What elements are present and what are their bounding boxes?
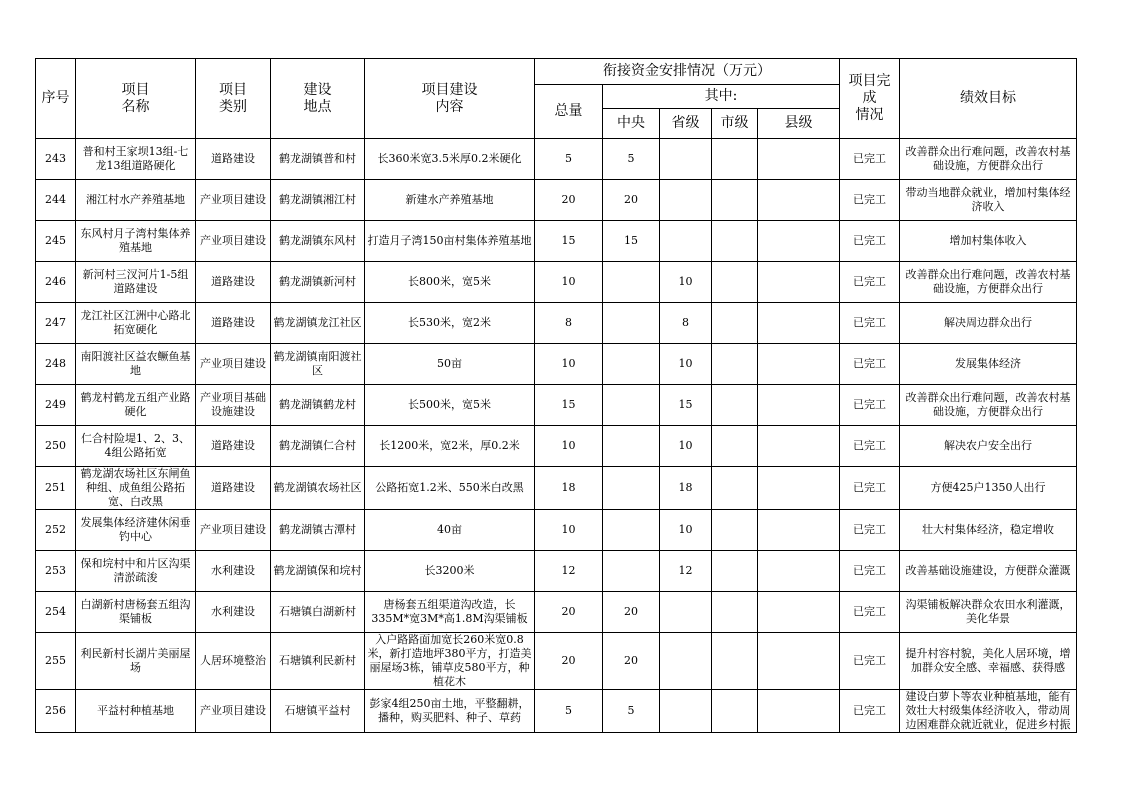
row-status: 已完工 [840, 592, 900, 633]
row-status: 已完工 [840, 344, 900, 385]
row-total: 15 [535, 221, 603, 262]
row-city [712, 385, 758, 426]
row-goal: 建设白萝卜等农业种植基地，能有效壮大村级集体经济收入，带动周边困难群众就近就业，促进乡村振 [900, 690, 1077, 733]
row-content: 长3200米 [365, 551, 535, 592]
row-total: 15 [535, 385, 603, 426]
row-type: 道路建设 [196, 467, 271, 510]
row-central [603, 344, 660, 385]
header-location: 建设 地点 [271, 59, 365, 139]
table-row [36, 262, 1077, 303]
row-location: 鹤龙湖镇古潭村 [271, 510, 365, 551]
table-row [36, 344, 1077, 385]
table-row [36, 426, 1077, 467]
row-status: 已完工 [840, 690, 900, 733]
table-row [36, 303, 1077, 344]
row-city [712, 467, 758, 510]
row-location: 鹤龙湖镇湘江村 [271, 180, 365, 221]
row-goal: 沟渠铺板解决群众农田水利灌溉，美化华景 [900, 592, 1077, 633]
row-county [758, 467, 840, 510]
row-central [603, 426, 660, 467]
table-body [36, 139, 1077, 733]
row-central: 5 [603, 139, 660, 180]
table-row [36, 551, 1077, 592]
row-location: 石塘镇利民新村 [271, 633, 365, 690]
row-status: 已完工 [840, 221, 900, 262]
row-content: 唐杨套五组渠道沟改造，长335M*宽3M*高1.8M沟渠铺板 [365, 592, 535, 633]
row-seq: 255 [36, 633, 76, 690]
row-content: 长530米，宽2米 [365, 303, 535, 344]
row-total: 8 [535, 303, 603, 344]
row-content: 40亩 [365, 510, 535, 551]
row-name: 普和村王家坝13组-七龙13组道路硬化 [76, 139, 196, 180]
row-type: 道路建设 [196, 303, 271, 344]
row-central: 20 [603, 180, 660, 221]
row-status: 已完工 [840, 510, 900, 551]
header-content: 项目建设 内容 [365, 59, 535, 139]
header-seq: 序号 [36, 59, 76, 139]
row-county [758, 510, 840, 551]
row-city [712, 303, 758, 344]
row-county [758, 426, 840, 467]
row-seq: 253 [36, 551, 76, 592]
table-row [36, 221, 1077, 262]
row-content: 新建水产养殖基地 [365, 180, 535, 221]
row-seq: 249 [36, 385, 76, 426]
row-status: 已完工 [840, 426, 900, 467]
row-seq: 248 [36, 344, 76, 385]
row-county [758, 139, 840, 180]
header-city: 市级 [712, 109, 758, 139]
row-central: 20 [603, 592, 660, 633]
header-type: 项目 类别 [196, 59, 271, 139]
row-total: 10 [535, 262, 603, 303]
row-type: 产业项目建设 [196, 180, 271, 221]
row-city [712, 426, 758, 467]
row-province: 18 [660, 467, 712, 510]
row-location: 鹤龙湖镇南阳渡社区 [271, 344, 365, 385]
row-seq: 247 [36, 303, 76, 344]
row-status: 已完工 [840, 180, 900, 221]
row-type: 人居环境整治 [196, 633, 271, 690]
row-seq: 245 [36, 221, 76, 262]
row-central: 15 [603, 221, 660, 262]
row-goal: 改善基础设施建设，方便群众灌溉 [900, 551, 1077, 592]
row-goal: 壮大村集体经济，稳定增收 [900, 510, 1077, 551]
row-type: 水利建设 [196, 551, 271, 592]
row-location: 鹤龙湖镇普和村 [271, 139, 365, 180]
row-name: 鹤龙村鹤龙五组产业路硬化 [76, 385, 196, 426]
row-name: 湘江村水产养殖基地 [76, 180, 196, 221]
row-status: 已完工 [840, 551, 900, 592]
row-location: 石塘镇平益村 [271, 690, 365, 733]
row-province: 10 [660, 426, 712, 467]
row-name: 新河村三汊河片1-5组道路建设 [76, 262, 196, 303]
row-province [660, 139, 712, 180]
row-goal: 解决农户安全出行 [900, 426, 1077, 467]
row-county [758, 180, 840, 221]
row-central [603, 510, 660, 551]
row-name: 平益村种植基地 [76, 690, 196, 733]
row-status: 已完工 [840, 262, 900, 303]
header-funding: 衔接资金安排情况（万元） [535, 59, 840, 85]
row-goal: 增加村集体收入 [900, 221, 1077, 262]
row-county [758, 262, 840, 303]
header-province: 省级 [660, 109, 712, 139]
table-row [36, 510, 1077, 551]
row-total: 5 [535, 139, 603, 180]
row-type: 道路建设 [196, 426, 271, 467]
row-seq: 252 [36, 510, 76, 551]
row-total: 10 [535, 426, 603, 467]
row-province [660, 633, 712, 690]
row-province [660, 180, 712, 221]
row-type: 产业项目建设 [196, 221, 271, 262]
row-central [603, 262, 660, 303]
row-province: 8 [660, 303, 712, 344]
row-goal: 改善群众出行难问题，改善农村基础设施，方便群众出行 [900, 262, 1077, 303]
row-city [712, 139, 758, 180]
row-status: 已完工 [840, 633, 900, 690]
row-total: 20 [535, 592, 603, 633]
row-location: 石塘镇白湖新村 [271, 592, 365, 633]
row-total: 10 [535, 510, 603, 551]
header-status: 项目完成 情况 [840, 59, 900, 139]
row-city [712, 690, 758, 733]
row-seq: 244 [36, 180, 76, 221]
row-name: 鹤龙湖农场社区东闸鱼种组、成鱼组公路拓宽、白改黑 [76, 467, 196, 510]
row-central [603, 303, 660, 344]
row-city [712, 180, 758, 221]
row-name: 发展集体经济建休闲垂钓中心 [76, 510, 196, 551]
row-seq: 243 [36, 139, 76, 180]
row-type: 产业项目建设 [196, 344, 271, 385]
row-county [758, 221, 840, 262]
row-goal: 改善群众出行难问题，改善农村基础设施，方便群众出行 [900, 139, 1077, 180]
row-type: 道路建设 [196, 139, 271, 180]
row-city [712, 592, 758, 633]
row-province: 15 [660, 385, 712, 426]
row-location: 鹤龙湖镇农场社区 [271, 467, 365, 510]
row-total: 18 [535, 467, 603, 510]
row-central [603, 551, 660, 592]
row-province: 10 [660, 510, 712, 551]
row-content: 长360米宽3.5米厚0.2米硬化 [365, 139, 535, 180]
row-province [660, 690, 712, 733]
row-county [758, 592, 840, 633]
row-goal: 发展集体经济 [900, 344, 1077, 385]
row-name: 仁合村险堤1、2、3、4组公路拓宽 [76, 426, 196, 467]
row-content: 长800米，宽5米 [365, 262, 535, 303]
row-name: 南阳渡社区益农鳜鱼基地 [76, 344, 196, 385]
row-name: 龙江社区江洲中心路北拓宽硬化 [76, 303, 196, 344]
row-seq: 254 [36, 592, 76, 633]
row-province [660, 221, 712, 262]
row-seq: 256 [36, 690, 76, 733]
row-city [712, 551, 758, 592]
row-content: 彭家4组250亩土地，平整翻耕，播种，购买肥料、种子、草药 [365, 690, 535, 733]
row-total: 20 [535, 180, 603, 221]
row-seq: 246 [36, 262, 76, 303]
header-county: 县级 [758, 109, 840, 139]
row-province [660, 592, 712, 633]
row-province: 10 [660, 262, 712, 303]
row-type: 产业项目建设 [196, 510, 271, 551]
row-status: 已完工 [840, 139, 900, 180]
row-city [712, 344, 758, 385]
row-central: 5 [603, 690, 660, 733]
row-status: 已完工 [840, 303, 900, 344]
row-county [758, 303, 840, 344]
row-status: 已完工 [840, 385, 900, 426]
row-content: 长500米，宽5米 [365, 385, 535, 426]
table-row [36, 467, 1077, 510]
row-seq: 251 [36, 467, 76, 510]
row-city [712, 221, 758, 262]
row-goal: 改善群众出行难问题，改善农村基础设施，方便群众出行 [900, 385, 1077, 426]
row-total: 20 [535, 633, 603, 690]
row-type: 产业项目建设 [196, 690, 271, 733]
row-location: 鹤龙湖镇龙江社区 [271, 303, 365, 344]
row-location: 鹤龙湖镇保和垸村 [271, 551, 365, 592]
row-county [758, 633, 840, 690]
table-row [36, 690, 1077, 733]
row-city [712, 510, 758, 551]
row-goal: 方便425户1350人出行 [900, 467, 1077, 510]
row-county [758, 385, 840, 426]
row-total: 12 [535, 551, 603, 592]
row-name: 白湖新村唐杨套五组沟渠铺板 [76, 592, 196, 633]
table-row [36, 592, 1077, 633]
row-city [712, 633, 758, 690]
row-location: 鹤龙湖镇仁合村 [271, 426, 365, 467]
row-central [603, 467, 660, 510]
row-goal: 解决周边群众出行 [900, 303, 1077, 344]
row-name: 保和垸村中和片区沟渠清淤疏浚 [76, 551, 196, 592]
funding-table [35, 58, 1077, 733]
row-name: 利民新村长湖片美丽屋场 [76, 633, 196, 690]
row-content: 打造月子湾150亩村集体养殖基地 [365, 221, 535, 262]
header-central: 中央 [603, 109, 660, 139]
row-total: 5 [535, 690, 603, 733]
row-name: 东风村月子湾村集体养殖基地 [76, 221, 196, 262]
row-seq: 250 [36, 426, 76, 467]
header-name: 项目 名称 [76, 59, 196, 139]
header-total: 总量 [535, 85, 603, 139]
row-location: 鹤龙湖镇鹤龙村 [271, 385, 365, 426]
row-content: 入户路路面加宽长260米宽0.8米，新打造地坪380平方，打造美丽屋场3栋，铺草皮580平方，种植花木 [365, 633, 535, 690]
row-county [758, 551, 840, 592]
row-province: 10 [660, 344, 712, 385]
row-goal: 提升村容村貌，美化人居环境，增加群众安全感、幸福感、获得感 [900, 633, 1077, 690]
table-row [36, 633, 1077, 690]
table-row [36, 385, 1077, 426]
row-type: 水利建设 [196, 592, 271, 633]
row-county [758, 690, 840, 733]
header-goal: 绩效目标 [900, 59, 1077, 139]
row-county [758, 344, 840, 385]
table-row [36, 180, 1077, 221]
row-status: 已完工 [840, 467, 900, 510]
row-location: 鹤龙湖镇东风村 [271, 221, 365, 262]
row-content: 50亩 [365, 344, 535, 385]
row-type: 产业项目基础设施建设 [196, 385, 271, 426]
row-content: 长1200米，宽2米，厚0.2米 [365, 426, 535, 467]
header-among: 其中: [603, 85, 840, 109]
row-type: 道路建设 [196, 262, 271, 303]
row-content: 公路拓宽1.2米、550米白改黑 [365, 467, 535, 510]
row-location: 鹤龙湖镇新河村 [271, 262, 365, 303]
row-central: 20 [603, 633, 660, 690]
row-goal: 带动当地群众就业，增加村集体经济收入 [900, 180, 1077, 221]
row-total: 10 [535, 344, 603, 385]
row-city [712, 262, 758, 303]
row-central [603, 385, 660, 426]
row-province: 12 [660, 551, 712, 592]
table-row [36, 139, 1077, 180]
